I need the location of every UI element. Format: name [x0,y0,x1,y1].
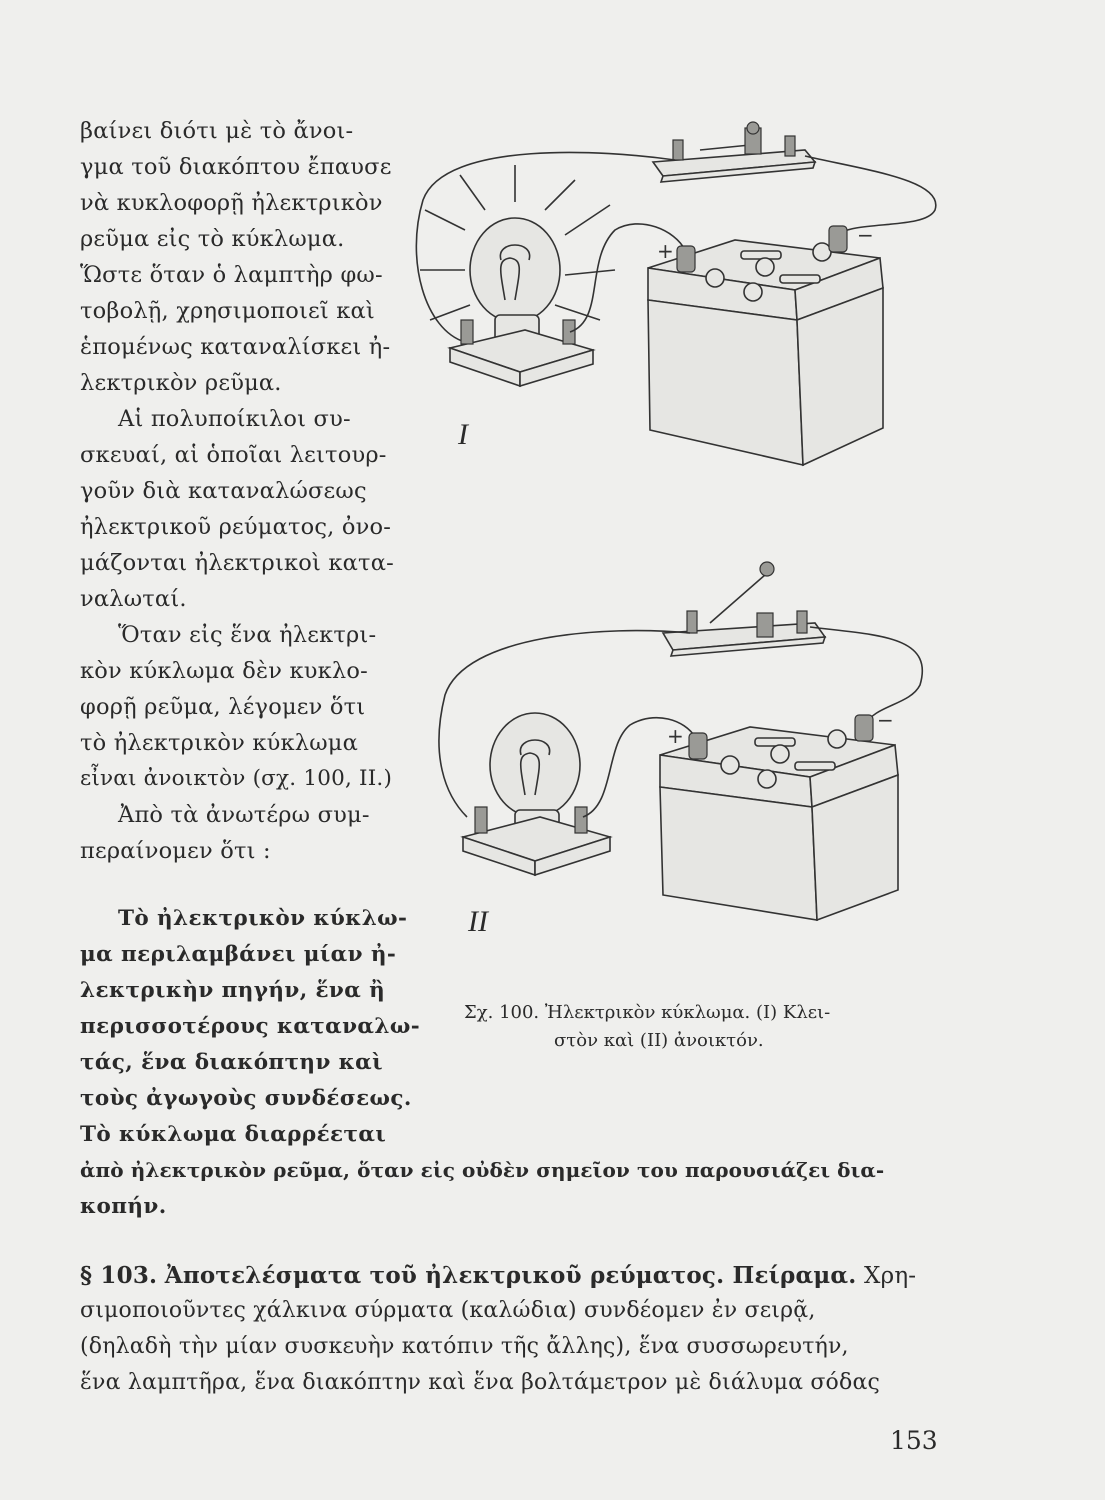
text-line: ἑπομένως καταναλίσκει ἠ- [80,334,391,360]
text-line: Αἱ πολυποίκιλοι συ- [118,406,351,432]
text-line: μάζονται ἠλεκτρικοὶ κατα- [80,550,394,576]
text-line: σκευαί, αἱ ὁποῖαι λειτουρ- [80,442,387,468]
text-line: εἶναι ἀνοικτὸν (σχ. 100, II.) [80,766,393,791]
figure-open-circuit [405,555,950,925]
section-line: ἕνα λαμπτῆρα, ἕνα διακόπτην καὶ ἕνα βολτάμετρον μὲ διάλυμα σόδας [80,1370,881,1395]
bold-line: κοπήν. [80,1194,167,1219]
bold-line: Τὸ κύκλωμα διαρρέεται [80,1122,387,1147]
section-line1-rest: Χρη- [864,1263,917,1289]
bold-line: ἀπὸ ἠλεκτρικὸν ρεῦμα, ὅταν εἰς οὐδὲν σημεῖον του παρουσιάζει δια- [80,1158,885,1182]
text-line: ναλωταί. [80,586,187,612]
text-line: γοῦν διὰ καταναλώσεως [80,478,367,504]
bold-line: Τὸ ἠλεκτρικὸν κύκλω- [118,906,408,931]
text-line: ρεῦμα εἰς τὸ κύκλωμα. [80,226,345,252]
section-line: σιμοποιοῦντες χάλκινα σύρματα (καλώδια) συνδέομεν ἐν σειρᾷ, [80,1298,816,1323]
text-line: κὸν κύκλωμα δὲν κυκλο- [80,658,368,684]
text-line: περαίνομεν ὅτι : [80,838,271,864]
section-heading [80,1262,916,1289]
figure-label-i: I [458,418,468,451]
bold-line: τάς, ἕνα διακόπτην καὶ [80,1050,383,1075]
bold-line: τοὺς ἀγωγοὺς συνδέσεως. [80,1086,412,1111]
text-line: Ὅταν εἰς ἕνα ἠλεκτρι- [118,622,377,648]
bold-line: λεκτρικὴν πηγήν, ἕνα ἢ [80,978,386,1003]
text-line: νὰ κυκλοφορῇ ἠλεκτρικὸν [80,190,383,216]
figure-label-ii: II [468,905,488,938]
text-line: ἠλεκτρικοῦ ρεύματος, ὀνο- [80,514,392,540]
minus-label: − [857,223,874,247]
bold-line: μα περιλαμβάνει μίαν ἠ- [80,942,397,967]
text-line: γμα τοῦ διακόπτου ἔπαυσε [80,154,392,180]
text-line: τοβολῇ, χρησιμοποιεῖ καὶ [80,298,375,324]
section-number: § 103. [80,1262,158,1289]
plus-label: + [657,239,674,263]
bold-line: περισσοτέρους καταναλω- [80,1014,421,1039]
section-line: (δηλαδὴ τὴν μίαν συσκευὴν κατόπιν τῆς ἄλλης), ἕνα συσσωρευτήν, [80,1334,849,1359]
figure-caption-line1: Σχ. 100. Ἠλεκτρικὸν κύκλωμα. (I) Κλει- [464,1002,831,1023]
text-line: φορῇ ρεῦμα, λέγομεν ὅτι [80,694,366,720]
text-line: βαίνει διότι μὲ τὸ ἄνοι- [80,118,354,144]
section-title: Ἀποτελέσματα τοῦ ἠλεκτρικοῦ ρεύματος. Πείραμα. [164,1262,857,1289]
figure-caption-line2: στὸν καὶ (II) ἀνοικτόν. [554,1030,764,1051]
plus-label: + [667,724,684,748]
text-line: λεκτρικὸν ρεῦμα. [80,370,282,396]
page-number: 153 [890,1426,938,1455]
text-line: Ὥστε ὅταν ὁ λαμπτὴρ φω- [80,262,383,288]
minus-label: − [877,708,894,732]
text-line: Ἀπὸ τὰ ἀνωτέρω συμ- [118,802,370,828]
text-line: τὸ ἠλεκτρικὸν κύκλωμα [80,730,358,756]
figure-closed-circuit [405,110,950,470]
